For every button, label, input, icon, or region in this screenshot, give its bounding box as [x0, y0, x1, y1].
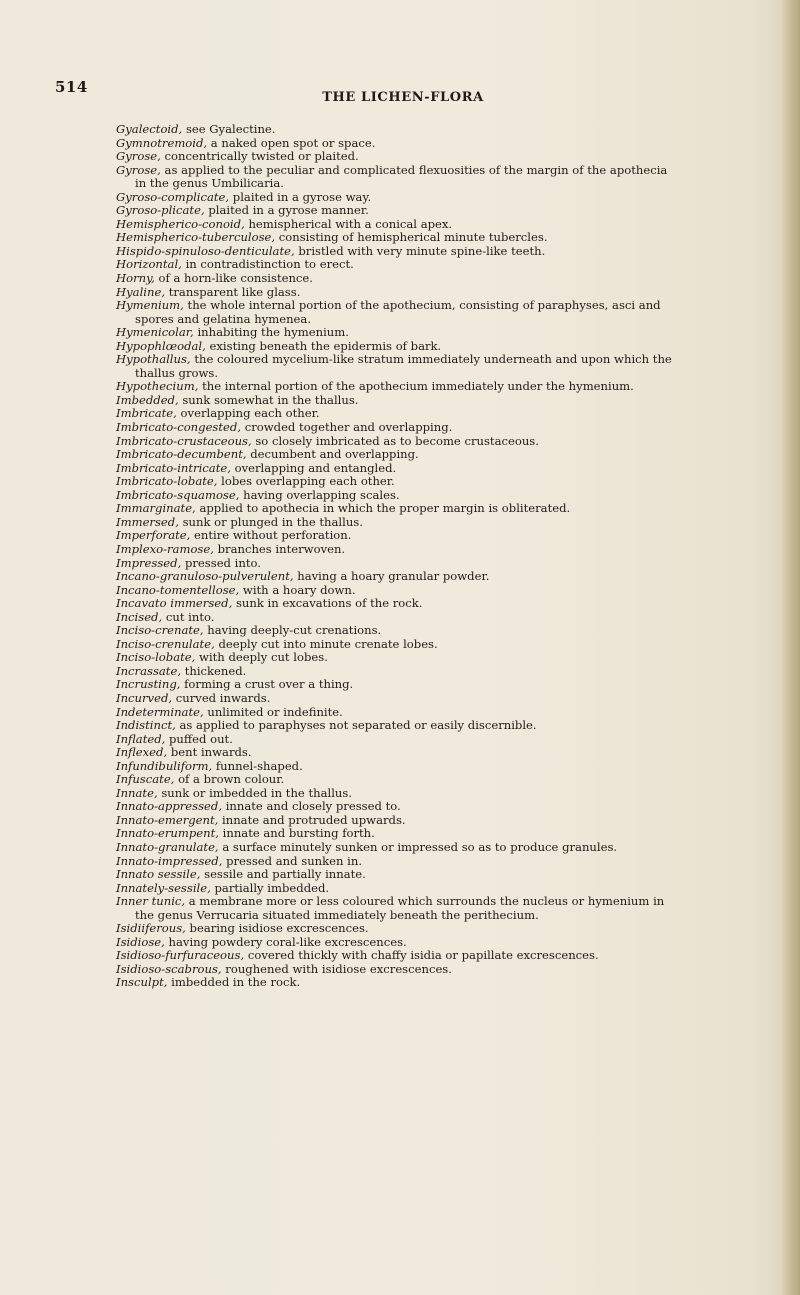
glossary-term: Impressed,: [116, 555, 182, 570]
glossary-term: Incano-granuloso-pulverulent,: [116, 569, 294, 584]
glossary-term: Implexo-ramose,: [116, 541, 214, 556]
glossary-entry: [116, 137, 682, 151]
glossary-entry: [116, 258, 682, 272]
glossary-entry: [116, 814, 682, 828]
glossary-term: Hypothallus,: [116, 352, 191, 367]
glossary-entry: [116, 245, 682, 259]
glossary-entries: [116, 123, 682, 990]
glossary-entry: [116, 733, 682, 747]
glossary-entry: [116, 678, 682, 692]
glossary-definition: a membrane more or less coloured which surrounds the nucleus or hymenium in the genus Verrucaria situated immediately beneath the perithecium.: [135, 894, 665, 922]
glossary-entry: [116, 624, 682, 638]
glossary-term: Isidiose,: [116, 934, 165, 949]
glossary-entry: [116, 543, 682, 557]
glossary-definition: sunk or imbedded in the thallus.: [161, 785, 353, 800]
glossary-definition: inhabiting the hymenium.: [197, 325, 349, 340]
glossary-definition: innate and bursting forth.: [222, 826, 375, 841]
glossary-term: Immersed,: [116, 514, 179, 529]
glossary-term: Gyrose,: [116, 162, 161, 177]
glossary-term: Incised,: [116, 609, 163, 624]
glossary-term: Inflated,: [116, 731, 166, 746]
glossary-definition: applied to apothecia in which the proper margin is obliterated.: [199, 501, 571, 516]
glossary-entry: [116, 353, 682, 380]
glossary-definition: covered thickly with chaffy isidia or papillate excrescences.: [247, 948, 599, 963]
glossary-definition: puffed out.: [169, 731, 233, 746]
glossary-term: Imbricato-decumbent,: [116, 447, 247, 462]
glossary-term: Innately-sessile,: [116, 880, 211, 895]
glossary-term: Innato-erumpent,: [116, 826, 219, 841]
glossary-entry: [116, 150, 682, 164]
glossary-definition: forming a crust over a thing.: [184, 677, 354, 692]
glossary-definition: sunk in excavations of the rock.: [235, 596, 423, 611]
glossary-term: Hemispherico-tuberculose,: [116, 230, 276, 245]
glossary-entry: [116, 164, 682, 191]
glossary-definition: of a brown colour.: [178, 772, 285, 787]
glossary-entry: [116, 773, 682, 787]
glossary-definition: as applied to the peculiar and complicated flexuosities of the margin of the apothecia in the genus Umbilicaria.: [135, 162, 668, 191]
glossary-definition: roughened with isidiose excrescences.: [225, 961, 452, 976]
glossary-term: Hispido-spinuloso-denticulate,: [116, 243, 295, 258]
glossary-entry: [116, 719, 682, 733]
glossary-term: Innato-appressed,: [116, 799, 223, 814]
glossary-definition: see Gyalectine.: [185, 122, 276, 136]
glossary-definition: of a horn-like consistence.: [158, 271, 313, 286]
glossary-term: Incavato immersed,: [116, 596, 233, 611]
glossary-entry: [116, 380, 682, 394]
glossary-entry: [116, 827, 682, 841]
glossary-term: Imbricato-lobate,: [116, 474, 218, 489]
glossary-entry: [116, 299, 682, 326]
glossary-entry: [116, 557, 682, 571]
glossary-definition: pressed into.: [184, 555, 261, 570]
glossary-entry: [116, 882, 682, 896]
glossary-definition: curved inwards.: [175, 690, 271, 705]
glossary-entry: [116, 787, 682, 801]
glossary-entry: [116, 570, 682, 584]
glossary-term: Innato-emergent,: [116, 812, 219, 827]
glossary-definition: decumbent and overlapping.: [250, 447, 419, 462]
glossary-entry: [116, 435, 682, 449]
glossary-definition: deeply cut into minute crenate lobes.: [218, 636, 438, 651]
glossary-definition: having powdery coral-like excrescences.: [168, 934, 407, 949]
glossary-term: Insculpt,: [116, 975, 168, 990]
glossary-entry: [116, 895, 682, 922]
glossary-term: Inciso-lobate,: [116, 650, 196, 665]
page-number: 514: [55, 78, 88, 96]
glossary-term: Hemispherico-conoid,: [116, 216, 245, 231]
glossary-entry: [116, 597, 682, 611]
glossary-term: Hypophlœodal,: [116, 338, 206, 353]
glossary-entry: [116, 475, 682, 489]
glossary-entry: [116, 462, 682, 476]
glossary-term: Imbricato-crustaceous,: [116, 433, 252, 448]
glossary-definition: overlapping each other.: [180, 406, 320, 421]
glossary-term: Incano-tomentellose,: [116, 582, 240, 597]
glossary-entry: [116, 692, 682, 706]
glossary-definition: the internal portion of the apothecium immediately under the hymenium.: [202, 379, 634, 394]
glossary-definition: existing beneath the epidermis of bark.: [209, 338, 442, 353]
glossary-entry: [116, 706, 682, 720]
glossary-definition: pressed and sunken in.: [226, 853, 363, 868]
glossary-entry: [116, 123, 682, 137]
glossary-entry: [116, 611, 682, 625]
glossary-term: Isidioso-furfuraceous,: [116, 948, 245, 963]
glossary-definition: bristled with very minute spine-like teeth.: [298, 243, 546, 258]
glossary-term: Hymenium,: [116, 298, 184, 313]
glossary-term: Imbricato-intricate,: [116, 460, 231, 475]
glossary-entry: [116, 746, 682, 760]
glossary-definition: lobes overlapping each other.: [221, 474, 395, 489]
glossary-term: Infuscate,: [116, 772, 175, 787]
glossary-definition: overlapping and entangled.: [234, 460, 397, 475]
glossary-entry: [116, 340, 682, 354]
glossary-entry: [116, 800, 682, 814]
glossary-definition: concentrically twisted or plaited.: [164, 149, 359, 164]
glossary-entry: [116, 191, 682, 205]
glossary-definition: as applied to paraphyses not separated or easily discernible.: [179, 718, 537, 733]
glossary-entry: [116, 448, 682, 462]
page-edge-shadow: [780, 0, 800, 1295]
glossary-definition: with a hoary down.: [242, 582, 356, 597]
glossary-term: Infundibuliform,: [116, 758, 213, 773]
glossary-entry: [116, 489, 682, 503]
glossary-definition: sessile and partially innate.: [204, 867, 366, 882]
glossary-definition: plaited in a gyrose way.: [232, 189, 372, 204]
glossary-definition: thickened.: [184, 663, 247, 678]
glossary-definition: having a hoary granular powder.: [297, 569, 490, 584]
glossary-term: Horizontal,: [116, 257, 182, 272]
glossary-term: Incrassate,: [116, 663, 182, 678]
glossary-term: Gyrose,: [116, 149, 161, 164]
glossary-term: Horny,: [116, 271, 155, 286]
glossary-definition: plaited in a gyrose manner.: [208, 203, 369, 218]
glossary-entry: [116, 651, 682, 665]
glossary-definition: innate and closely pressed to.: [225, 799, 401, 814]
glossary-definition: having deeply-cut crenations.: [207, 623, 382, 638]
glossary-definition: unlimited or indefinite.: [207, 704, 343, 719]
glossary-entry: [116, 760, 682, 774]
glossary-entry: [116, 204, 682, 218]
glossary-term: Indistinct,: [116, 718, 176, 733]
glossary-term: Indeterminate,: [116, 704, 204, 719]
glossary-entry: [116, 949, 682, 963]
glossary-definition: a naked open spot or space.: [210, 135, 376, 150]
glossary-entry: [116, 516, 682, 530]
glossary-entry: [116, 286, 682, 300]
glossary-definition: hemispherical with a conical apex.: [248, 216, 453, 231]
glossary-entry: [116, 936, 682, 950]
glossary-definition: funnel-shaped.: [215, 758, 303, 773]
glossary-definition: sunk or plunged in the thallus.: [182, 514, 363, 529]
running-head: THE LICHEN-FLORA: [322, 90, 484, 105]
glossary-entry: [116, 272, 682, 286]
glossary-definition: consisting of hemispherical minute tubercles.: [278, 230, 548, 245]
glossary-definition: crowded together and overlapping.: [244, 420, 453, 435]
glossary-term: Gyalectoid,: [116, 122, 183, 136]
glossary-term: Inciso-crenate,: [116, 623, 204, 638]
glossary-term: Imperforate,: [116, 528, 191, 543]
glossary-term: Imbricato-congested,: [116, 420, 242, 435]
glossary-entry: [116, 326, 682, 340]
glossary-term: Immarginate,: [116, 501, 196, 516]
glossary-definition: the whole internal portion of the apothecium, consisting of paraphyses, asci and spores and gelatina hymenea.: [135, 298, 661, 326]
glossary-definition: so closely imbricated as to become crustaceous.: [255, 433, 539, 448]
glossary-definition: cut into.: [165, 609, 215, 624]
glossary-definition: with deeply cut lobes.: [199, 650, 328, 665]
glossary-term: Incurved,: [116, 690, 173, 705]
glossary-term: Gyroso-plicate,: [116, 203, 205, 218]
glossary-definition: imbedded in the rock.: [171, 975, 301, 990]
glossary-definition: in contradistinction to erect.: [185, 257, 354, 272]
glossary-definition: partially imbedded.: [214, 880, 330, 895]
glossary-entry: [116, 976, 682, 990]
glossary-entry: [116, 502, 682, 516]
glossary-term: Incrusting,: [116, 677, 181, 692]
glossary-entry: [116, 407, 682, 421]
glossary-entry: [116, 394, 682, 408]
glossary-term: Innato-granulate,: [116, 839, 219, 854]
glossary-definition: the coloured mycelium-like stratum immediately underneath and upon which the thallus grows.: [135, 352, 672, 380]
glossary-term: Inner tunic,: [116, 894, 186, 909]
glossary-term: Isidioso-scabrous,: [116, 961, 222, 976]
glossary-term: Gymnotremoid,: [116, 135, 208, 150]
glossary-term: Imbricato-squamose,: [116, 487, 240, 502]
glossary-entry: [116, 963, 682, 977]
glossary-entry: [116, 841, 682, 855]
glossary-entry: [116, 231, 682, 245]
glossary-definition: bent inwards.: [170, 745, 252, 760]
glossary-term: Hyaline,: [116, 284, 166, 299]
glossary-term: Hypothecium,: [116, 379, 199, 394]
glossary-entry: [116, 421, 682, 435]
glossary-term: Hymenicolar,: [116, 325, 194, 340]
glossary-term: Innato-impressed,: [116, 853, 223, 868]
glossary-entry: [116, 665, 682, 679]
glossary-definition: entire without perforation.: [194, 528, 352, 543]
glossary-term: Imbedded,: [116, 392, 179, 407]
glossary-definition: having overlapping scales.: [243, 487, 400, 502]
glossary-definition: bearing isidiose excrescences.: [189, 921, 369, 936]
glossary-term: Isidiiferous,: [116, 921, 186, 936]
glossary-entry: [116, 529, 682, 543]
glossary-definition: innate and protruded upwards.: [222, 812, 406, 827]
glossary-definition: transparent like glass.: [168, 284, 301, 299]
glossary-entry: [116, 584, 682, 598]
glossary-definition: sunk somewhat in the thallus.: [182, 392, 359, 407]
glossary-definition: a surface minutely sunken or impressed so as to produce granules.: [222, 839, 618, 854]
glossary-term: Imbricate,: [116, 406, 177, 421]
glossary-entry: [116, 868, 682, 882]
glossary-entry: [116, 855, 682, 869]
glossary-term: Innate,: [116, 785, 158, 800]
glossary-entry: [116, 638, 682, 652]
glossary-entry: [116, 922, 682, 936]
glossary-term: Inciso-crenulate,: [116, 636, 215, 651]
glossary-term: Inflexed,: [116, 745, 168, 760]
glossary-entry: [116, 218, 682, 232]
glossary-term: Gyroso-complicate,: [116, 189, 230, 204]
glossary-term: Innato sessile,: [116, 867, 201, 882]
glossary-definition: branches interwoven.: [217, 541, 346, 556]
